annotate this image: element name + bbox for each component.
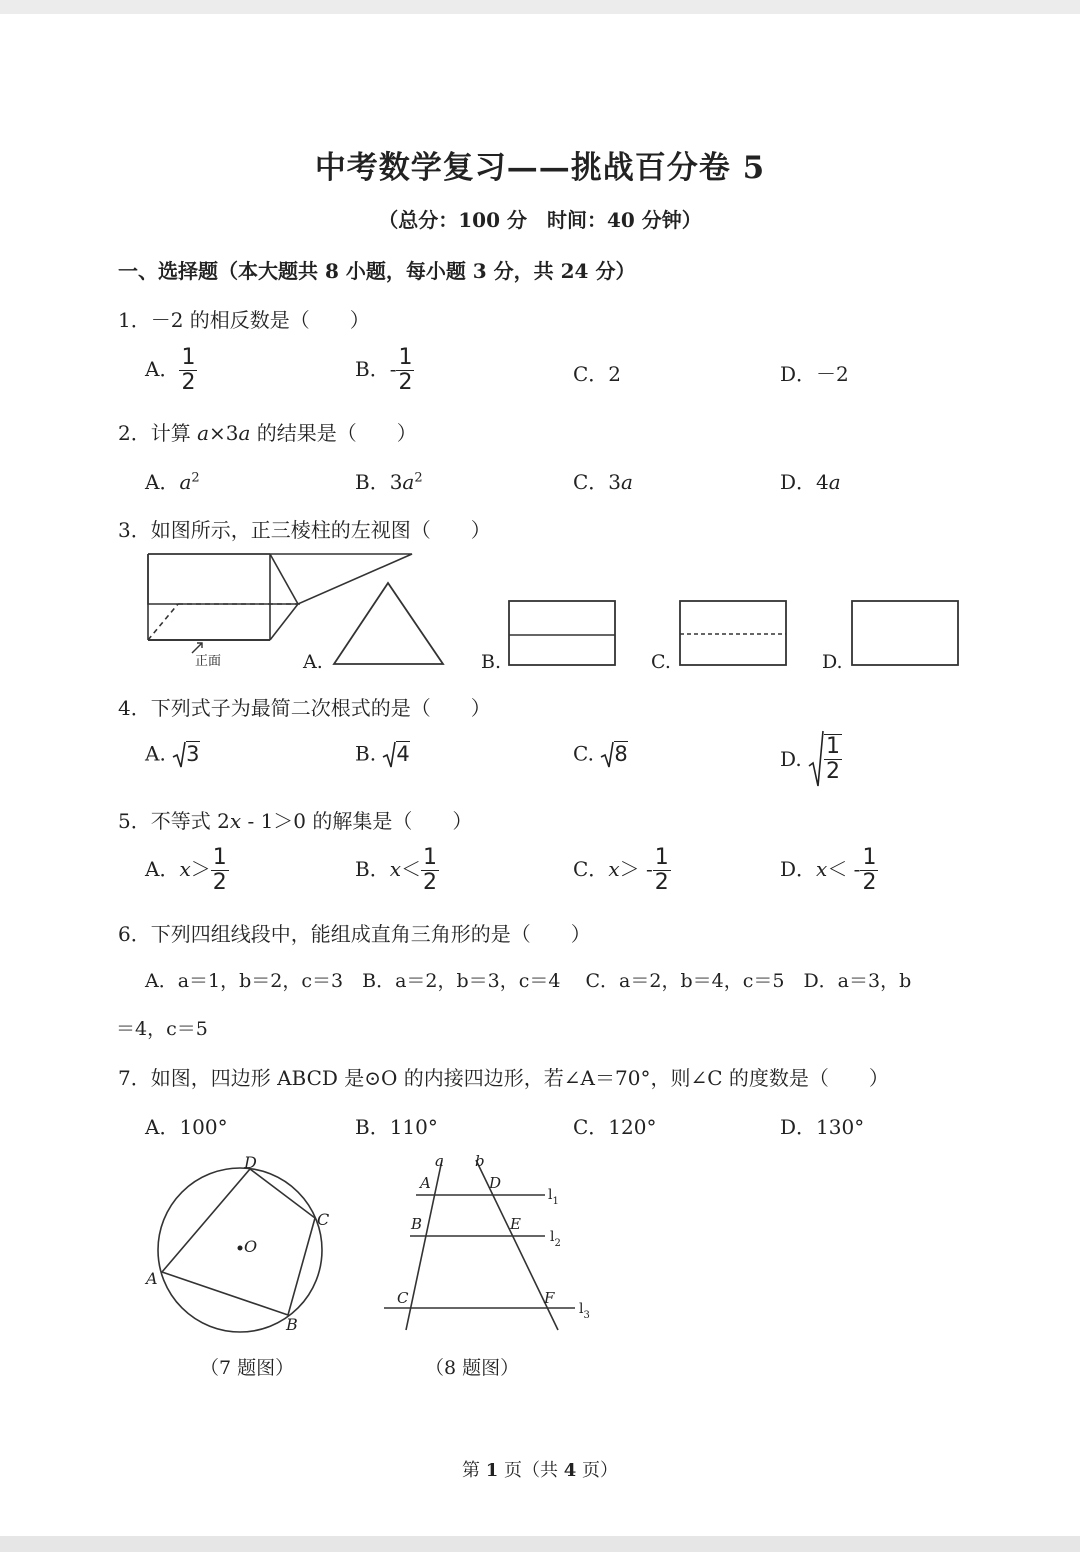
question-6-stem: 6．下列四组线段中，能组成直角三角形的是（ ） [118, 922, 591, 946]
page-subtitle: （总分：100 分 时间：40 分钟） [378, 208, 702, 232]
point-c-label: C [397, 1289, 409, 1307]
question-1-stem: 1．－2 的相反数是（ ） [118, 308, 370, 332]
q3-option-b-rect [509, 601, 615, 665]
front-arrow-icon [192, 643, 202, 653]
q4-option-d: D. $\frac{1}{2}$ [780, 730, 842, 788]
question-4-stem: 4．下列式子为最简二次根式的是（ ） [118, 696, 491, 720]
point-d-label: D [489, 1174, 502, 1192]
radical-icon [808, 730, 824, 788]
front-label: 正面 [195, 654, 222, 669]
question-2-stem: 2．计算 a×3a 的结果是（ ） [118, 421, 417, 445]
q5-option-d: D．x＜ - $\frac{1}{2}$ [780, 845, 877, 895]
q3-label-c: C. [651, 651, 671, 673]
q5-option-c: C．x＞ - $\frac{1}{2}$ [573, 845, 669, 895]
q1-option-a: A． $\frac{1}{2}$ [145, 345, 196, 395]
radical-icon [600, 741, 614, 769]
point-e-label: E [510, 1215, 521, 1233]
top-margin-bar [0, 0, 1080, 14]
q1-option-b: B．- $\frac{1}{2}$ [355, 345, 413, 395]
radical-icon [172, 741, 186, 769]
q4-option-c: C. 8 [573, 741, 628, 769]
q5-option-b: B．x＜ $\frac{1}{2}$ [355, 845, 437, 895]
figure-7-caption: （7 题图） [200, 1357, 295, 1379]
q3-option-a-triangle [334, 583, 443, 664]
q1-option-d: D．－2 [780, 362, 849, 386]
q3-figures [140, 548, 970, 678]
question-5-stem: 5．不等式 2x - 1＞0 的解集是（ ） [118, 809, 473, 833]
point-b-label: B [411, 1215, 423, 1233]
q7-option-d: D．130° [780, 1115, 865, 1139]
question-7-stem: 7．如图，四边形 ABCD 是⊙O 的内接四边形，若∠A＝70°，则∠C 的度数是（ ） [118, 1066, 889, 1090]
point-f-label: F [544, 1289, 555, 1307]
figure-7-circle [140, 1150, 340, 1340]
line-l3-label: $l_3$ [579, 1301, 590, 1321]
page-title: 中考数学复习——挑战百分卷 5 [314, 150, 766, 186]
section-heading: 一、选择题（本大题共 8 小题，每小题 3 分，共 24 分） [118, 259, 636, 283]
figure-8-lines [380, 1150, 600, 1340]
point-b-label: B [286, 1315, 298, 1334]
q3-option-c-rect [680, 601, 786, 665]
q2-option-d: D．4a [780, 470, 841, 494]
q4-option-a: A. 3 [145, 741, 200, 769]
figure-8-caption: （8 题图） [425, 1357, 520, 1379]
q3-label-d: D. [822, 651, 843, 673]
radical-icon [382, 741, 396, 769]
q2-option-b: B．$3a^2$ [355, 470, 423, 494]
line-b-label: b [475, 1152, 485, 1170]
q7-option-c: C．120° [573, 1115, 657, 1139]
q3-option-d-rect [852, 601, 958, 665]
line-a-label: a [435, 1152, 444, 1170]
q3-label-a: A. [303, 651, 323, 673]
q4-option-b: B. 4 [355, 741, 410, 769]
q7-option-a: A．100° [145, 1115, 228, 1139]
q5-option-a: A．x＞ $\frac{1}{2}$ [145, 845, 227, 895]
q7-option-b: B．110° [355, 1115, 438, 1139]
point-a-label: A [420, 1174, 431, 1192]
line-l2-label: $l_2$ [550, 1229, 561, 1249]
point-c-label: C [317, 1210, 330, 1229]
q6-options-line1: A．a＝1，b＝2，c＝3 B．a＝2，b＝3，c＝4 C．a＝2，b＝4，c＝5 D．a＝3，b [145, 970, 912, 992]
total-page-number: 4 [563, 1460, 577, 1481]
line-l1-label: $l_1$ [548, 1187, 559, 1207]
q3-label-b: B. [481, 651, 502, 673]
q2-option-a: A．$a^2$ [145, 470, 200, 494]
q2-option-c: C．3a [573, 470, 633, 494]
point-a-label: A [146, 1269, 158, 1288]
q6-options-line2: ＝4，c＝5 [116, 1018, 208, 1040]
page-footer: 第 1 页（共 4 页） [462, 1460, 618, 1481]
point-d-label: D [244, 1153, 257, 1172]
point-o-label: O [244, 1237, 258, 1256]
q1-option-c: C．2 [573, 362, 622, 386]
current-page-number: 1 [485, 1460, 499, 1481]
bottom-margin-bar [0, 1536, 1080, 1552]
question-3-stem: 3．如图所示，正三棱柱的左视图（ ） [118, 518, 491, 542]
